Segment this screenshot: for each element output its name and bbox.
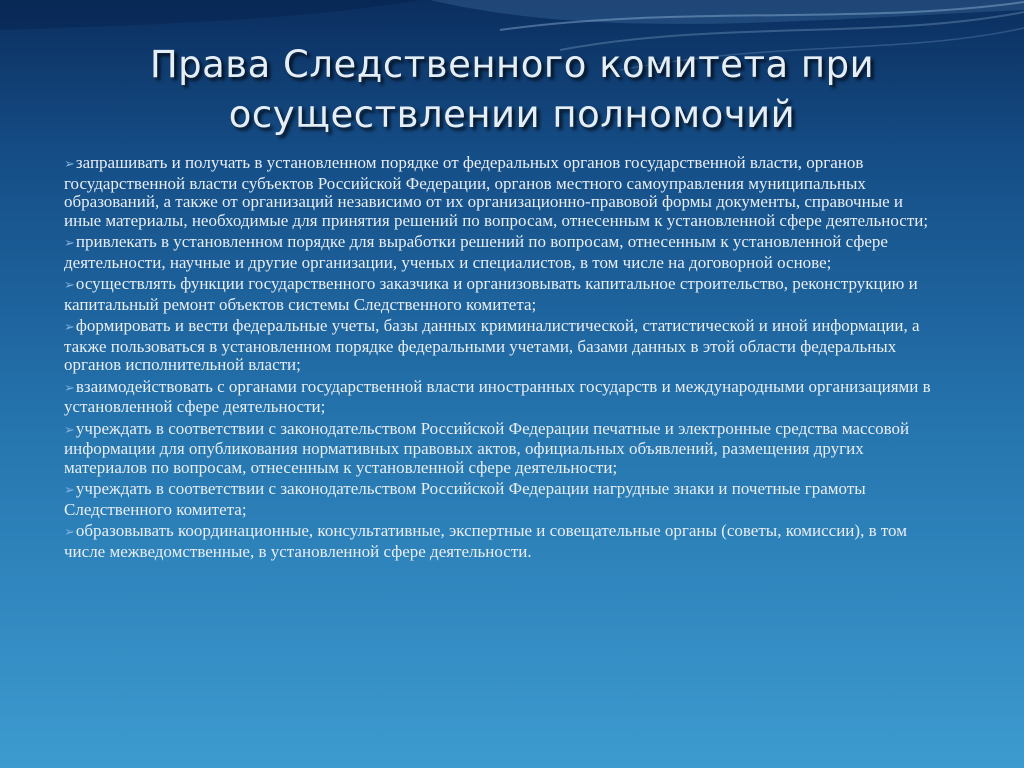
title-line-2: осуществлении полномочий [228,93,796,136]
slide-title [40,40,984,140]
list-item: ➢осуществлять функции государственного заказчика и организовывать капитальное строительство, реконструкцию и капитальный ремонт объектов системы Следственного комитета; [64,274,918,314]
arrow-bullet-icon: ➢ [64,236,75,251]
arrow-bullet-icon: ➢ [64,157,75,172]
list-item: ➢формировать и вести федеральные учеты, базы данных криминалистической, статистической и иной информации, а также пользоваться в установленном порядке федеральными учетами, базами данных в этой области федеральных органов исполнительной власти; [64,316,920,374]
arrow-bullet-icon: ➢ [64,320,75,335]
list-item: ➢привлекать в установленном порядке для выработки решений по вопросам, отнесенным к установленной сфере деятельности, научные и другие организации, ученых и специалистов, в том числе на договорной основе; [64,232,888,272]
arrow-bullet-icon: ➢ [64,380,75,396]
title-line-1: Права Следственного комитета при [149,43,875,86]
list-item: ➢запрашивать и получать в установленном порядке от федеральных органов государственной власти, органов государственной власти субъектов Российской Федерации, органов местного самоуправления муниципальных образований, а также от организаций независимо от их организационно-правовой формы документы, справочные и иные материалы, необходимые для принятия решений по вопросам, отнесенным к установленной сфере деятельности; [64,153,929,230]
arrow-bullet-icon: ➢ [64,422,75,438]
list-item: ➢учреждать в соответствии с законодательством Российской Федерации печатные и электронные средства массовой информации для опубликования нормативных правовых актов, официальных объявлений, размещения других материалов по вопросам, отнесенным к установленной сфере деятельности; [64,418,910,477]
arrow-bullet-icon: ➢ [64,278,75,293]
bullet-list [64,154,936,564]
arrow-bullet-icon: ➢ [64,525,75,540]
list-item: ➢образовывать координационные, консультативные, экспертные и совещательные органы (советы, комиссии), в том числе межведомственные, в установленной сфере деятельности. [64,521,907,561]
list-item: ➢учреждать в соответствии с законодательством Российской Федерации нагрудные знаки и почетные грамоты Следственного комитета; [64,479,866,519]
arrow-bullet-icon: ➢ [64,483,75,498]
list-item: ➢взаимодействовать с органами государственной власти иностранных государств и международными организациями в установленной сфере деятельности; [64,376,931,416]
